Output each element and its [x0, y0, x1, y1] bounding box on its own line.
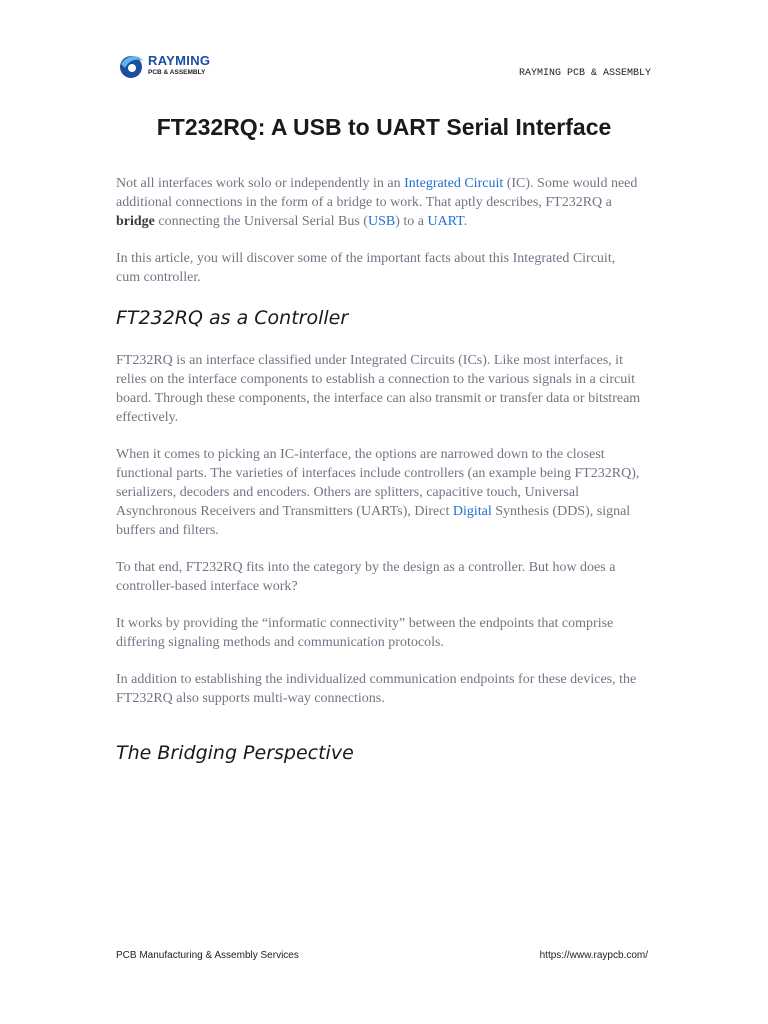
intro-paragraph-1: Not all interfaces work solo or independently in an Integrated Circuit (IC). Some would need additional connections in the form of a bridge to work. That aptly describes, FT232RQ a bridge connecting the Universal Serial Bus (USB) to a UART. [116, 176, 638, 229]
footer-services-text: PCB Manufacturing & Assembly Services [116, 950, 299, 961]
header-company-name: RAYMING PCB & ASSEMBLY [518, 68, 651, 79]
section-heading-controller: FT232RQ as a Controller [116, 307, 349, 329]
usb-link[interactable]: USB [367, 214, 396, 229]
logo-name: RAYMING [148, 53, 211, 68]
intro-paragraph-2: In this article, you will discover some of the important facts about this Integrated Circuit, cum controller. [116, 251, 616, 285]
controller-paragraph-1: FT232RQ is an interface classified under Integrated Circuits (ICs). Like most interfaces, it relies on the interface components to establish a connection to the various signals in a circuit board. Through these components, the interface can also transmit or transfer data or bitstream effectively. [116, 353, 641, 425]
page-title: FT232RQ: A USB to UART Serial Interface [156, 114, 612, 140]
bridge-keyword: bridge [116, 214, 155, 229]
article-body [116, 174, 641, 764]
logo-subtitle: PCB & ASSEMBLY [148, 69, 206, 76]
uart-link[interactable]: UART [427, 214, 464, 229]
company-logo [117, 52, 227, 82]
controller-paragraph-3: To that end, FT232RQ fits into the category by the design as a controller. But how does a controller-based interface work? [116, 560, 616, 594]
controller-paragraph-5: In addition to establishing the individualized communication endpoints for these devices, the FT232RQ also supports multi-way connections. [116, 672, 637, 706]
footer-website-url[interactable]: https://www.raypcb.com/ [539, 950, 648, 961]
digital-link[interactable]: Digital [452, 504, 492, 519]
controller-paragraph-4: It works by providing the “informatic connectivity” between the endpoints that comprise differing signaling methods and communication protocols. [116, 616, 614, 650]
logo-swirl-icon [117, 52, 145, 80]
integrated-circuit-link[interactable]: Integrated Circuit [404, 176, 504, 191]
section-heading-bridging: The Bridging Perspective [116, 742, 354, 764]
controller-paragraph-2: When it comes to picking an IC-interface, the options are narrowed down to the closest functional parts. The varieties of interfaces include controllers (an example being FT232RQ), serializers, decoders and encoders. Others are splitters, capacitive touch, Universal Asynchronous Receivers and Transmitters (UARTs), Direct Digital Synthesis (DDS), signal buffers and filters. [116, 447, 640, 538]
